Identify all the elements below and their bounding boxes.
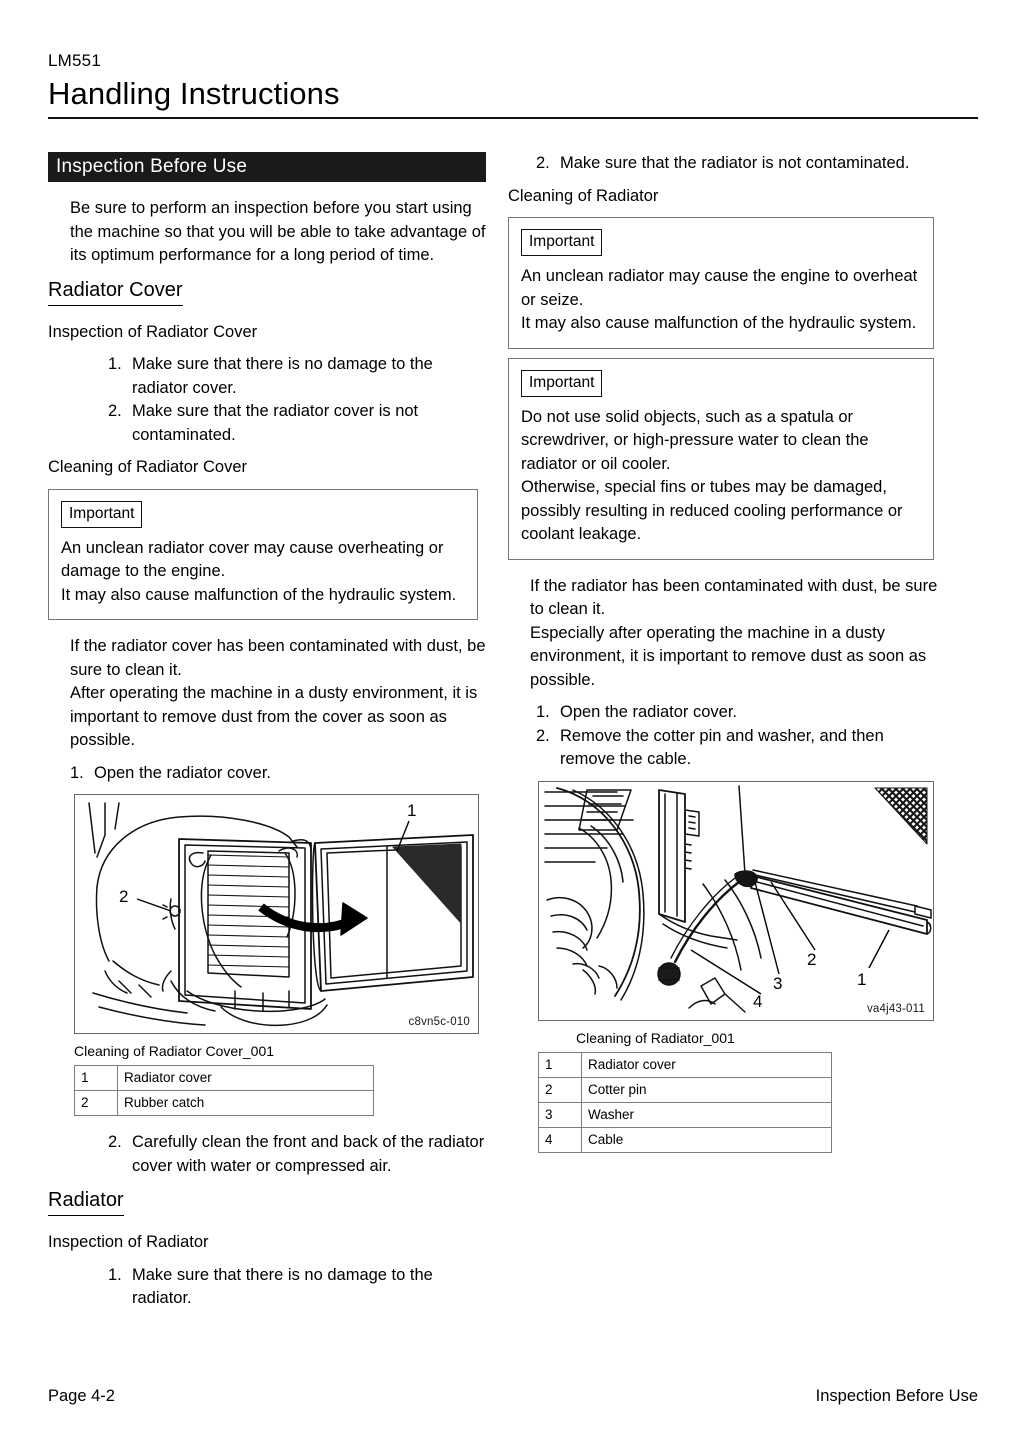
- table-row: [75, 1091, 374, 1116]
- table-row: [539, 1052, 832, 1077]
- cleaning-body-line: If the radiator cover has been contaminated with dust, be sure to clean it.: [70, 637, 486, 679]
- legend-label: Radiator cover: [118, 1066, 374, 1091]
- inspection-steps-continued-list: [536, 152, 938, 176]
- subhead-cleaning-of-radiator-cover: Cleaning of Radiator Cover: [48, 458, 248, 476]
- figure-radiator-cable-drawing: [539, 782, 933, 1020]
- intro-paragraph: Be sure to perform an inspection before you start using the machine so that you will be able to take advantage of its optimum performance for a long period of time.: [70, 199, 486, 264]
- list-item-text: Make sure that the radiator is not contaminated.: [560, 154, 910, 172]
- figure-legend-table: [74, 1065, 374, 1116]
- list-item: [108, 400, 488, 447]
- list-item-number: 2.: [108, 402, 122, 420]
- heading-radiator: Radiator: [48, 1187, 124, 1216]
- list-item-number: 1.: [108, 355, 122, 373]
- list-item: [108, 1264, 488, 1311]
- section-bar: Inspection Before Use: [48, 152, 486, 182]
- list-item: [536, 701, 938, 725]
- figure-callout-4: 4: [753, 991, 763, 1011]
- left-column: [48, 152, 488, 1311]
- legend-number: 1: [539, 1052, 582, 1077]
- list-item: [70, 762, 488, 786]
- legend-label: Washer: [582, 1102, 832, 1127]
- page-header: [48, 50, 978, 119]
- figure-radiator-cover-drawing: [75, 795, 478, 1033]
- list-item-text: Make sure that there is no damage to the radiator.: [132, 1265, 433, 1307]
- list-item-number: 1.: [70, 763, 84, 782]
- important-box-radiator-overheat: [508, 217, 934, 349]
- figure-callout-2: 2: [807, 949, 817, 969]
- list-item: [108, 353, 488, 400]
- table-row: [539, 1127, 832, 1152]
- important-line: It may also cause malfunction of the hydraulic system.: [61, 585, 457, 604]
- table-row: [539, 1077, 832, 1102]
- legend-label: Radiator cover: [582, 1052, 832, 1077]
- footer-page-number: Page 4-2: [48, 1387, 115, 1405]
- legend-number: 2: [75, 1091, 118, 1116]
- important-line: An unclean radiator may cause the engine to overheat or seize.: [521, 267, 918, 309]
- figure-code: va4j43-011: [866, 1002, 925, 1015]
- cleaning-body-line: If the radiator has been contaminated with dust, be sure to clean it.: [530, 576, 938, 618]
- important-line: Do not use solid objects, such as a spatula or screwdriver, or high-pressure water to clean the radiator or oil cooler.: [521, 407, 869, 473]
- figure-radiator-cover-wrap: [74, 794, 488, 1116]
- header-divider: [48, 117, 978, 119]
- heading-radiator-wrap: [48, 1187, 488, 1216]
- list-item-text: Remove the cotter pin and washer, and then remove the cable.: [560, 726, 884, 768]
- important-tag: Important: [61, 501, 142, 528]
- figure-legend-table: [538, 1052, 832, 1153]
- list-item-number: 2.: [536, 154, 550, 172]
- figure-caption: Cleaning of Radiator_001: [576, 1029, 735, 1046]
- figure-callout-2: 2: [119, 887, 129, 906]
- heading-radiator-cover-wrap: [48, 277, 488, 306]
- important-tag: Important: [521, 370, 602, 397]
- subhead-cleaning-of-radiator: Cleaning of Radiator: [508, 186, 659, 205]
- legend-label: Cotter pin: [582, 1077, 832, 1102]
- legend-number: 2: [539, 1077, 582, 1102]
- subhead-inspection-of-radiator-cover: Inspection of Radiator Cover: [48, 322, 258, 341]
- list-item-number: 1.: [536, 703, 550, 721]
- list-item-text: Open the radiator cover.: [560, 703, 738, 721]
- list-item: [536, 725, 938, 772]
- body-columns: [0, 152, 1024, 1352]
- right-column: [508, 152, 938, 1153]
- cleaning-steps-list: [536, 701, 938, 772]
- heading-radiator-cover: Radiator Cover: [48, 277, 183, 306]
- list-item-text: Carefully clean the front and back of the radiator cover with water or compressed air.: [132, 1133, 485, 1175]
- inspection-steps-list: [108, 353, 488, 447]
- footer-section-name: Inspection Before Use: [815, 1387, 978, 1405]
- radiator-inspection-steps-list: [108, 1264, 488, 1311]
- cleaning-body-line: After operating the machine in a dusty environment, it is important to remove dust from the cover as soon as possible.: [70, 684, 478, 749]
- figure-radiator-cable-wrap: [538, 781, 938, 1153]
- important-line: An unclean radiator cover may cause overheating or damage to the engine.: [61, 538, 444, 580]
- page-title: Handling Instructions: [48, 76, 340, 111]
- list-item: [536, 152, 938, 176]
- table-row: [75, 1066, 374, 1091]
- important-box-radiator-cover: [48, 489, 478, 621]
- figure-callout-3: 3: [773, 973, 783, 993]
- list-item-text: Open the radiator cover.: [94, 763, 272, 782]
- figure-callout-1: 1: [407, 801, 417, 820]
- important-line: It may also cause malfunction of the hydraulic system.: [521, 314, 917, 332]
- list-item-text: Make sure that there is no damage to the radiator cover.: [132, 355, 433, 397]
- legend-label: Rubber catch: [118, 1091, 374, 1116]
- cleaning-steps-list-before-figure: [70, 762, 488, 786]
- figure-callout-1: 1: [857, 969, 867, 989]
- list-item: [108, 1131, 488, 1178]
- legend-number: 4: [539, 1127, 582, 1152]
- cleaning-steps-list-after-figure: [108, 1131, 488, 1178]
- list-item-number: 2.: [108, 1133, 122, 1151]
- page-footer: [48, 1385, 978, 1407]
- figure-radiator-cover: [74, 794, 479, 1034]
- legend-number: 1: [75, 1066, 118, 1091]
- important-box-no-solid-objects: [508, 358, 934, 560]
- subhead-inspection-of-radiator: Inspection of Radiator: [48, 1233, 209, 1251]
- important-line: Otherwise, special fins or tubes may be damaged, possibly resulting in reduced cooling performance or coolant leakage.: [521, 478, 903, 543]
- document-model-number: LM551: [48, 51, 101, 70]
- table-row: [539, 1102, 832, 1127]
- important-tag: Important: [521, 229, 602, 256]
- list-item-number: 2.: [536, 726, 550, 745]
- cleaning-body-line: Especially after operating the machine in a dusty environment, it is important to remove dust as soon as possible.: [530, 623, 927, 689]
- legend-number: 3: [539, 1102, 582, 1127]
- list-item-text: Make sure that the radiator cover is not contaminated.: [132, 402, 419, 444]
- figure-radiator-cable: [538, 781, 934, 1021]
- figure-code: c8vn5c-010: [408, 1016, 470, 1028]
- figure-caption: Cleaning of Radiator Cover_001: [74, 1043, 275, 1059]
- list-item-number: 1.: [108, 1265, 122, 1284]
- legend-label: Cable: [582, 1127, 832, 1152]
